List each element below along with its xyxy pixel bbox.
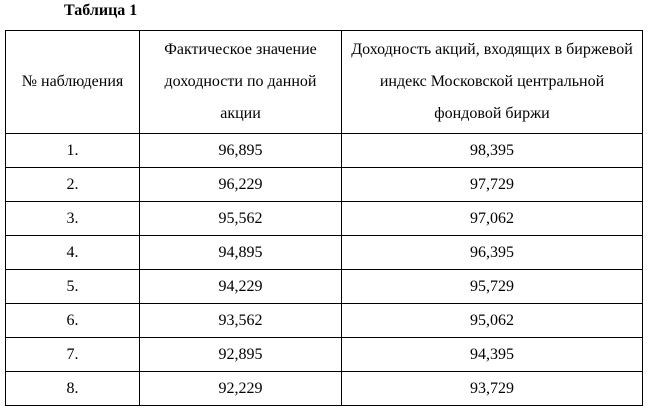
actual-return-cell: 93,562 <box>140 304 342 338</box>
index-return-cell: 96,395 <box>342 236 643 270</box>
table-row <box>6 168 643 202</box>
observation-number-cell: 8. <box>6 372 140 406</box>
observation-number-cell: 4. <box>6 236 140 270</box>
table-row <box>6 372 643 406</box>
index-return-cell: 97,729 <box>342 168 643 202</box>
index-return-cell: 97,062 <box>342 202 643 236</box>
index-return-cell: 95,729 <box>342 270 643 304</box>
header-actual-return-label: Фактическое значение доходности по данной акции <box>164 41 317 122</box>
observation-number-cell: 5. <box>6 270 140 304</box>
actual-return-cell: 92,895 <box>140 338 342 372</box>
actual-return-cell: 95,562 <box>140 202 342 236</box>
actual-return-cell: 96,895 <box>140 134 342 168</box>
table-row <box>6 270 643 304</box>
observation-number-cell: 6. <box>6 304 140 338</box>
actual-return-cell: 92,229 <box>140 372 342 406</box>
observation-number-cell: 7. <box>6 338 140 372</box>
index-return-cell: 98,395 <box>342 134 643 168</box>
header-index-return-label: Доходность акций, входящих в биржевой индекс Московской центральной фондовой биржи <box>351 41 633 122</box>
actual-return-cell: 96,229 <box>140 168 342 202</box>
observation-number-cell: 2. <box>6 168 140 202</box>
header-observation-number-label: № наблюдения <box>21 73 124 90</box>
index-return-cell: 95,062 <box>342 304 643 338</box>
table-row <box>6 202 643 236</box>
index-return-cell: 94,395 <box>342 338 643 372</box>
header-actual-return <box>140 31 342 134</box>
table-row <box>6 338 643 372</box>
table-row <box>6 304 643 338</box>
header-index-return <box>342 31 643 134</box>
table-row <box>6 134 643 168</box>
observation-number-cell: 3. <box>6 202 140 236</box>
index-return-cell: 93,729 <box>342 372 643 406</box>
header-row <box>6 31 643 134</box>
actual-return-cell: 94,895 <box>140 236 342 270</box>
table-row <box>6 236 643 270</box>
observation-number-cell: 1. <box>6 134 140 168</box>
data-table <box>5 30 643 406</box>
table-caption: Таблица 1 <box>64 2 138 19</box>
header-observation-number <box>6 31 140 134</box>
actual-return-cell: 94,229 <box>140 270 342 304</box>
